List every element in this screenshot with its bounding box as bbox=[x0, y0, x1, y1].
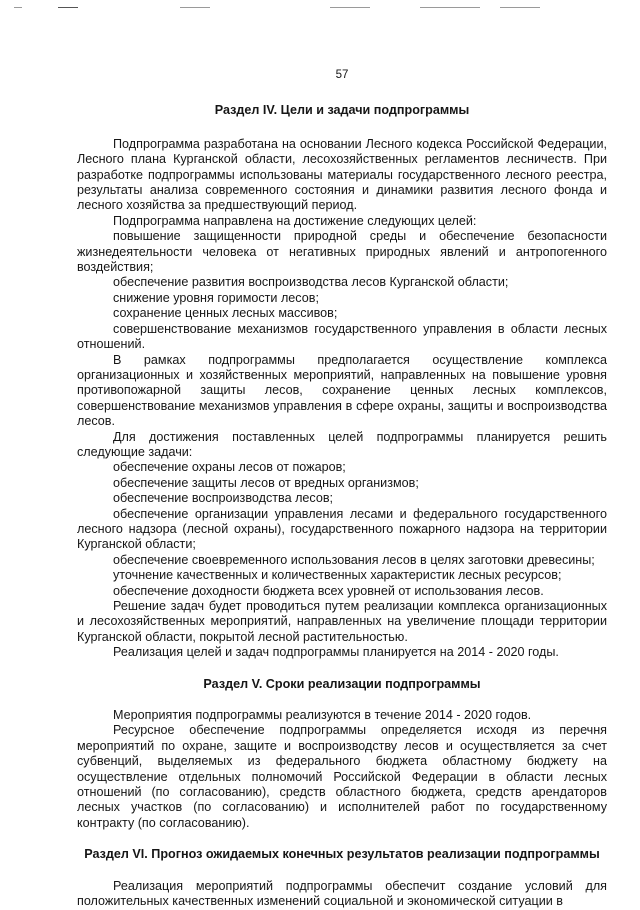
list-item: обеспечение защиты лесов от вредных организмов; bbox=[113, 475, 419, 490]
section-5-title: Раздел V. Сроки реализации подпрограммы bbox=[203, 676, 481, 691]
paragraph: Подпрограмма направлена на достижение следующих целей: bbox=[113, 213, 477, 228]
list-item: снижение уровня горимости лесов; bbox=[113, 290, 319, 305]
list-item: обеспечение доходности бюджета всех уровней от использования лесов. bbox=[113, 583, 544, 598]
section-6-title: Раздел VI. Прогноз ожидаемых конечных результатов реализации подпрограммы bbox=[84, 847, 600, 862]
list-item: повышение защищенности природной среды и обеспечение безопасности жизнедеятельности человека от негативных природных явлений и антропогенного воздействия; bbox=[77, 229, 607, 275]
list-item: совершенствование механизмов государственного управления в области лесных отношений. bbox=[77, 321, 607, 352]
paragraph: Реализация целей и задач подпрограммы планируется на 2014 - 2020 годы. bbox=[113, 645, 559, 660]
document-page bbox=[77, 68, 607, 910]
list-item: обеспечение организации управления лесами и федерального государственного лесного надзора (лесной охраны), государственного пожарного надзора на территории Курганской области; bbox=[77, 506, 607, 552]
paragraph: Ресурсное обеспечение подпрограммы определяется исходя из перечня мероприятий по охране, защите и воспроизводству лесов и осуществляется за счет субвенций, выделяемых из федерального бюджета областному бюджету на осуществление отдельных полномочий Российской Федерации в области лесных отношений (по согласованию), средств областного бюджета, средств арендаторов лесных участков (по согласованию) и исполнителей работ по государственному контракту (по согласованию). bbox=[77, 723, 607, 830]
list-item: обеспечение охраны лесов от пожаров; bbox=[113, 460, 346, 475]
list-item: уточнение качественных и количественных характеристик лесных ресурсов; bbox=[113, 568, 562, 583]
paragraph: Решение задач будет проводиться путем реализации комплекса организационных и лесохозяйственных мероприятий, направленных на увеличение площади территории Курганской области, покрытой лесной растительностью. bbox=[77, 599, 607, 644]
paragraph: Подпрограмма разработана на основании Лесного кодекса Российской Федерации, Лесного плана Курганской области, лесохозяйственных регламентов лесничеств. При разработке подпрограммы использованы материалы государственного лесного реестра, результаты анализа современного состояния и динамики развития лесного фонда и лесного хозяйства за предшествующий период. bbox=[77, 136, 607, 213]
paragraph: В рамках подпрограммы предполагается осуществление комплекса организационных и хозяйственных мероприятий, направленных на повышение уровня противопожарной защиты лесов, сохранение ценных лесных комплексов, совершенствование механизмов управления в сфере охраны, защиты и воспроизводства лесов. bbox=[77, 352, 607, 429]
list-item: обеспечение своевременного использования лесов в целях заготовки древесины; bbox=[113, 552, 595, 567]
list-item: сохранение ценных лесных массивов; bbox=[113, 306, 338, 321]
paragraph: Мероприятия подпрограммы реализуются в течение 2014 - 2020 годов. bbox=[113, 708, 532, 723]
scan-artifacts bbox=[0, 0, 640, 14]
list-item: обеспечение воспроизводства лесов; bbox=[113, 491, 334, 506]
page-number: 57 bbox=[335, 69, 349, 81]
paragraph: Реализация мероприятий подпрограммы обеспечит создание условий для положительных качественных изменений социальной и экономической ситуации в bbox=[77, 878, 607, 909]
paragraph: Для достижения поставленных целей подпрограммы планируется решить следующие задачи: bbox=[77, 429, 607, 459]
section-4-title: Раздел IV. Цели и задачи подпрограммы bbox=[214, 103, 470, 118]
list-item: обеспечение развития воспроизводства лесов Курганской области; bbox=[113, 275, 509, 290]
